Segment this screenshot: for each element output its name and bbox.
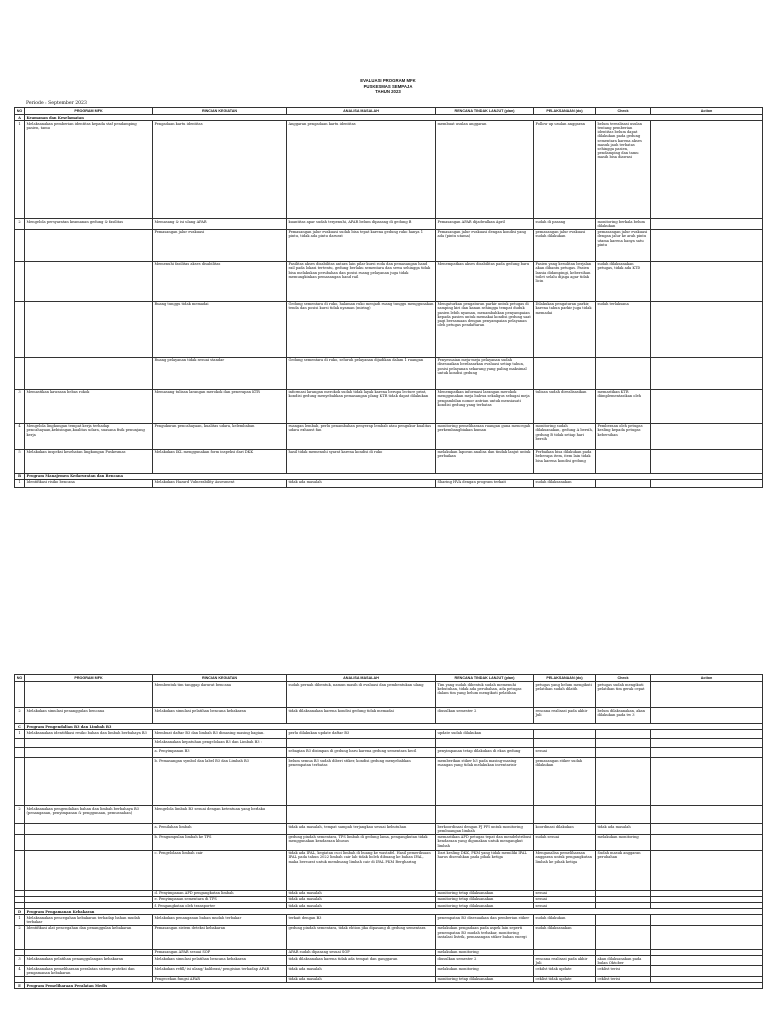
do-cell [534,357,596,389]
do-cell: sesuai [534,748,596,758]
program-cell: Mengelola lingkungan tempat kerja terhadap pencahayaan,kebisingan,kualitas udara, suasana fisik penunjang kerja [25,423,153,449]
page-gap [0,498,768,674]
analysis-cell: tidak dilaksanakan karena kondisi gedung tidak memadai [287,708,436,724]
check-cell: belum dilaksanakan, akan dilakukan pada tw 3 [596,708,651,724]
action-cell [651,389,763,423]
analysis-cell: Pemasangan jalur evakuasi sudah bisa tepat karena gedung ruko hanya 1 pintu, tidak ada pintu darurat [287,229,436,261]
program-cell: Melakukan simulasi penanggulan bencana [25,708,153,724]
table-row [15,739,763,748]
do-cell: sesuai [534,890,596,896]
table-row [15,682,763,708]
column-header: RINCIAN KEGIATAN [153,108,287,115]
plan-cell: melakukan laporan analisa dan tindak lanjut untuk perbaikan [436,449,534,473]
activity-cell: Membuat daftar B3 dan limbah B3 dimasing masing bagian. [153,730,287,739]
check-cell [596,806,651,824]
column-header: Check [596,675,651,682]
table-row [15,301,763,357]
analysis-cell: Anggaran pengadaan kartu identitas [287,121,436,219]
evaluation-table-page-1 [14,107,763,488]
analysis-cell: terkait dengan B3 [287,915,436,925]
action-cell [651,739,763,748]
do-cell: Pasien yang kesulitan berjalan akan dibantu petugas. Pasien lansia didampingi, kebersihan toilet selalu dijaga agar tidak licin [534,261,596,301]
row-number: 1 [15,121,25,219]
activity-cell: Melakukan simulasi pelatihan bencana kebakaran [153,708,287,724]
header-institution: PUSKESMAS SEMPAJA [363,83,413,89]
action-cell [651,708,763,724]
plan-cell: Dari kesling DKK, PKM yang tidak memiliki IPAL harus diserahkan pada pihak ketiga [436,850,534,890]
plan-cell: diusulkan semester 2 [436,956,534,966]
plan-cell: Pemasangan jalur evakuasi dengan kondisi yang ada (pintu utama) [436,229,534,261]
program-cell [25,739,153,748]
action-cell [651,758,763,806]
do-cell: Follow up usulan anggaran [534,121,596,219]
plan-cell: melakukan monitoring [436,949,534,955]
activity-cell: b. Pengumpulan limbah ke TPS [153,834,287,850]
row-number: 4 [15,423,25,449]
do-cell: pemasangan jalur evakuasi sudah dilakukan [534,229,596,261]
do-cell: sudah dilaksanakan [534,925,596,949]
action-cell [651,261,763,301]
check-cell: Sudah masuk anggaran perubahan [596,850,651,890]
do-cell [534,730,596,739]
program-cell: Melaksanakan identifikasi resiko bahan dan limbah berbahaya B3 [25,730,153,739]
action-cell [651,423,763,449]
action-cell [651,730,763,739]
action-cell [651,682,763,708]
analysis-cell: tidak ada IPAL, kegiatan cuci limbah di buang ke wastafel. Hasil pemeriksaan IPAL pada tahun 2022 limbah cair lab tidak boleh dibuang ke bahan IPAL, maka bersurat untuk membuang limbah cair di IPAL PKM Bergharing [287,850,436,890]
table-row [15,219,763,229]
row-number: 3 [15,956,25,966]
section-title: Keamanan dan Keselamatan [25,115,763,121]
row-number [15,824,25,834]
do-cell: ceklist tidak update [534,976,596,982]
row-number [15,357,25,389]
header-title: EVALUASI PROGRAM MFK [360,78,416,83]
check-cell: akan dilaksanakan pada bulan Oktober [596,956,651,966]
analysis-cell [287,806,436,824]
activity-cell: c. Pengelolaan limbah cair [153,850,287,890]
action-cell [651,449,763,473]
action-cell [651,966,763,976]
column-header: Action [651,675,763,682]
program-cell [25,748,153,758]
column-header: ANALISA MASALAH [287,675,436,682]
program-cell [25,357,153,389]
action-cell [651,850,763,890]
table-row [15,824,763,834]
row-number [15,748,25,758]
activity-cell: Pemasangan APAR sesuai SOP [153,949,287,955]
section-title: Program Pengamanan Kebakaran [25,909,763,915]
plan-cell: Tim yang sudah dibentuk sudah memenuhi kebutuhan, tidak ada perubahan, ada petugas dalam tim yang belum mengikuti pelatihan [436,682,534,708]
analysis-cell: Gedung sementara di ruko, halaman ruko menjadi ruang tunggu menggunakan tenda dan posisi kursi tidak nyaman (miring) [287,301,436,357]
analysis-cell: perlu dilakukan update daftar B3 [287,730,436,739]
table-row [15,966,763,976]
section-title: Program Manajemen Kedaruratan dan Bencana [25,473,763,479]
action-cell [651,956,763,966]
plan-cell: Penyesuaian meja-meja pelayanan sudah disesuaikan berdasarkan evaluasi setiap tahun, posisi pelayanan sekarang yang paling maksimal untuk kondisi gedung [436,357,534,389]
activity-cell: Membentuk tim tanggap darurat bencana [153,682,287,708]
row-number [15,682,25,708]
plan-cell: update sudah dilakukan [436,730,534,739]
row-number: 2 [15,806,25,824]
activity-cell: Ruang tunggu tidak memadai [153,301,287,357]
action-cell [651,219,763,229]
program-cell [25,824,153,834]
do-cell: rencana realisasi pada akhir Juli [534,956,596,966]
activity-cell: Pengukuran pencahayaan, kualitas udara, kelembaban [153,423,287,449]
table-row [15,449,763,473]
program-cell [25,301,153,357]
column-header: PELAKSANAAN (do) [534,675,596,682]
row-number [15,758,25,806]
document-header [14,78,762,95]
row-number: 2 [15,708,25,724]
do-cell: monitoring sudah dilaksanakan, gedung A bersih, gedung B tidak setiap hari bersih [534,423,596,449]
column-header: PROGRAM MFK [25,108,153,115]
section-letter: A [15,115,25,121]
check-cell [596,758,651,806]
check-cell: sudah dilaksanakan petugas, tidak ada KTD [596,261,651,301]
action-cell [651,834,763,850]
analysis-cell: tidak dilaksanakan karena tidak ada tempat dan ganggaran [287,956,436,966]
program-cell: Melakukan inspeksi kesehatan lingkungan Puskesmas [25,449,153,473]
check-cell [596,748,651,758]
activity-cell: Melakukan refill/ isi ulang/ kalibrasi/ pengisian terhadap APAR [153,966,287,976]
section-title: Program Pengendalian B3 dan Limbah B3 [25,724,763,730]
action-cell [651,357,763,389]
activity-cell: Mengelola limbah B3 sesuai dengan ketentuan yang berlaku [153,806,287,824]
row-number [15,301,25,357]
row-number [15,261,25,301]
program-cell: Melaksanakan pengendalian bahan dan limbah berbahaya B3 (penanganan, penyimpanan & penggunaan, pemusnahan) [25,806,153,824]
plan-cell: monitoring tetap dilaksanakan [436,890,534,896]
row-number [15,834,25,850]
check-cell [596,925,651,949]
action-cell [651,806,763,824]
section-row [15,983,763,989]
table-row [15,708,763,724]
do-cell [534,806,596,824]
table-header-row [15,675,763,682]
program-cell: Identifikasi risiko bencana [25,479,153,487]
row-number: 1 [15,730,25,739]
column-header: NO [15,108,25,115]
do-cell: Dilakukan pengaturan parkir, karena tahun parkir juga tidak memadai [534,301,596,357]
plan-cell [436,739,534,748]
activity-cell: Pengadaan kartu identitas [153,121,287,219]
row-number: 4 [15,966,25,976]
activity-cell: Pemasangan sistem deteksi kebakaran [153,925,287,949]
plan-cell: Sharing HVA dengan program terkait [436,479,534,487]
check-cell [596,739,651,748]
plan-cell: melakukan pengadaan pada aspek lain seperti penempatan B3 mudah terbakar, monitoring instalasi listrik, pemasangan stiker bahan energi [436,925,534,949]
row-number: 1 [15,915,25,925]
analysis-cell: tidak ada masalah [287,966,436,976]
period-label: Periode : September 2023 [26,101,87,106]
activity-cell: Memenuhi fasilitas akses disabilitas [153,261,287,301]
plan-cell: membuat usulan anggaran [436,121,534,219]
row-number: 3 [15,389,25,423]
activity-cell: b. Pemasangan symbol dan label B3 dan Limbah B3 [153,758,287,806]
section-title: Program Pemeliharaan Peralatan Medis [25,983,763,989]
program-cell: Identifikasi alat pencegahan dan penanggulan kebakaran [25,925,153,949]
check-cell: petugas sudah mengikuti pelatihan tim gerak cepat [596,682,651,708]
table-row [15,748,763,758]
table-row [15,479,763,487]
check-cell [596,479,651,487]
table-row [15,357,763,389]
table-row [15,229,763,261]
document-page-1 [14,0,762,498]
analysis-cell: informasi larangan merokok sudah tidak layak karena berupa lecture print, kondisi gedung menyebabkan pemasangan plang KTR tidak dapat dilakukan [287,389,436,423]
analysis-cell: ruangan lembab, perlu penambahan penyerap lembab atau pengukur kualitas udara exhaust fan [287,423,436,449]
action-cell [651,925,763,949]
activity-cell: Melaksanakan kepatuhan pengelolaan B3 dan Limbah B3 : [153,739,287,748]
check-cell [596,915,651,925]
activity-cell: d. Penyimpanan APD pengangkutan limbah [153,890,287,896]
do-cell: rencana realisasi pada akhir Juli [534,708,596,724]
analysis-cell: APAR sudah dipasang sesuai SOP [287,949,436,955]
evaluation-table-page-2 [14,674,763,989]
row-number: 2 [15,219,25,229]
column-header: PROGRAM MFK [25,675,153,682]
plan-cell: Menempatkan informasi larangan merokok menggunakan meja bahwa sekaligus sebagai meja pengambilan nomor antrian untuk mensiasati kondisi gedung yang terbatas [436,389,534,423]
do-cell: pemasangan stiker sudah dilakukan [534,758,596,806]
do-cell: tulisan sudah direalisasikan [534,389,596,423]
program-cell [25,261,153,301]
row-number: 2 [15,925,25,949]
action-cell [651,915,763,925]
action-cell [651,824,763,834]
do-cell [534,739,596,748]
plan-cell: monitoring tetap dilaksanakan [436,976,534,982]
do-cell: sudah di pasang [534,219,596,229]
table-row [15,261,763,301]
do-cell: Perbaikan bisa dilakukan pada beberapa item, item lain tidak bisa karena kondisi gedung [534,449,596,473]
do-cell: sesuai [534,903,596,909]
do-cell: sesuai [534,896,596,902]
activity-cell: Ruang pelayanan tidak sesuai standar [153,357,287,389]
analysis-cell: kuantitas apar sudah terpenuhi, APAR belum dipasang di gedung B [287,219,436,229]
header-year: TAHUN 2023 [375,89,401,95]
table-row [15,834,763,850]
plan-cell: monitoring pemeliharaan ruangan guna mencegah perkembangbiakan kuman [436,423,534,449]
action-cell [651,121,763,219]
check-cell: memastikan KTR diimplementasikan oleh [596,389,651,423]
action-cell [651,479,763,487]
table-row [15,925,763,949]
check-cell: melakukan monitoring [596,834,651,850]
analysis-cell: tidak ada masalah [287,976,436,982]
document-page-2 [14,674,762,1024]
plan-cell: diusulkan semester 2 [436,708,534,724]
plan-cell: Mengaturkan pengaturan parkir untuk petugas di samping kiri dan kanan sehingga tempat duduk pasien lebih nyaman, menambahkan penyampaian kepada pasien untuk memakai kondisi gedung saat pagi bersamaan dengan penyampaian pelayanan oleh petugas pendaftaran [436,301,534,357]
column-header: RINCIAN KEGIATAN [153,675,287,682]
analysis-cell: Fasilitas akses disabilitas antara lain pilar kursi roda dan pemasangan hand rail pada lokasi tertentu, gedung berlaku sementara dan sewa sehingga tidak bisa melakukan perubahan dan posisi ruang pelayanan juga tidak memungkinkan pemasangan hand rail [287,261,436,301]
row-number [15,739,25,748]
analysis-cell: Gedung sementara di ruko, seluruh pelayanan dijadikan dalam 1 ruangan [287,357,436,389]
action-cell [651,748,763,758]
section-letter: B [15,473,25,479]
column-header: ANALISA MASALAH [287,108,436,115]
table-row [15,850,763,890]
row-number [15,850,25,890]
check-cell: monitoring berkala belum dilakukan [596,219,651,229]
table-row [15,730,763,739]
activity-cell: a. Penyimpanan B3 [153,748,287,758]
check-cell: pemasangan jalur evakuasi dengan jalur ke arah pintu utama karena hanya satu pintu [596,229,651,261]
plan-cell [436,806,534,824]
program-cell [25,758,153,806]
program-cell [25,834,153,850]
do-cell: sudah dilaksanakan [534,479,596,487]
do-cell: Menganalisa pemeliharaan anggaran untuk pengangkutan limbah ke pihak ketiga [534,850,596,890]
analysis-cell [287,739,436,748]
section-letter: E [15,983,25,989]
table-row [15,956,763,966]
plan-cell: monitoring tetap dilaksanakan [436,896,534,902]
analysis-cell: belum semua B3 sudah diberi stiker, kondisi gedung menyebabkan penempatan terbatas [287,758,436,806]
activity-cell: Melakukan simulasi pelatihan bencana kebakaran [153,956,287,966]
table-row [15,423,763,449]
analysis-cell: tidak ada masalah [287,903,436,909]
section-letter: C [15,724,25,730]
column-header: RENCANA TINDAK LANJUT (plan) [436,675,534,682]
column-header: Check [596,108,651,115]
analysis-cell: gedung pindah sementara, tidak ehtion jika dipasang di gedung sementara [287,925,436,949]
program-cell: Mengelola persyaratan keamanan gedung & fasilitas [25,219,153,229]
table-row [15,121,763,219]
plan-cell: berkoordinasi dengan PJ PPI untuk monitoring pembuangan limbah [436,824,534,834]
table-header-row [15,108,763,115]
check-cell [596,449,651,473]
program-cell: Melaksanakan pencegahan kebakaran terhadap bahan mudah terbakar [25,915,153,925]
program-cell: Melaksanakan pemberian identitas kepada staf pendamping pasien, tamu [25,121,153,219]
analysis-cell: tidak ada masalah [287,479,436,487]
check-cell: belum terealisasi usulan tentang pemberian identitas belum dapat dilakukan pada gedung sementara karena akses masuk jauh terbatas sehingga pasien, pendamping dan tamu masih bisa diawasi [596,121,651,219]
activity-cell: Pengecekan fungsi APAR [153,976,287,982]
analysis-cell: sudah pernah dibentuk, namun masih di evaluasi dan pembentukan ulang [287,682,436,708]
check-cell: Pemberaan oleh petugas kesling kepada petugas kebersihan [596,423,651,449]
activity-cell: e. Penyimpanan sementara di TPS [153,896,287,902]
table-row [15,915,763,925]
analysis-cell: tidak ada masalah [287,890,436,896]
activity-cell: Memasang tulisan larangan merokok dan penerapan KTR [153,389,287,423]
do-cell: sudah sesuai [534,834,596,850]
plan-cell: penyimpanan tetap dilakukan di ekas gedung [436,748,534,758]
program-cell: Memastikan kawasan bebas rokok [25,389,153,423]
plan-cell: monitoring tetap dilaksanakan [436,903,534,909]
column-header: PELAKSANAAN (do) [534,108,596,115]
row-number: 5 [15,449,25,473]
activity-cell: a. Pemilahan limbah [153,824,287,834]
plan-cell: memberikan stiker b3 pada masing-masing ruangan yang tidak melakukan inventarisir [436,758,534,806]
check-cell: tidak ada masalah [596,824,651,834]
action-cell [651,229,763,261]
activity-cell: Melakukan Hazard Vulnerability Assesment [153,479,287,487]
check-cell: sudah terlaksana [596,301,651,357]
do-cell: koordinasi dilakukan [534,824,596,834]
activity-cell: Memasang & isi ulang APAR [153,219,287,229]
analysis-cell: tidak ada masalah, tempat sampah terjangkau sesuai kebutuhan [287,824,436,834]
activity-cell: f. Pengangkutan oleh transporter [153,903,287,909]
check-cell [596,357,651,389]
row-number [15,229,25,261]
program-cell [25,229,153,261]
analysis-cell: sebagian B3 disimpan di gedung baru karena gedung sementara kecil [287,748,436,758]
plan-cell: Pemasangan APAR dijadwalkan April [436,219,534,229]
activity-cell: Melakukan IKL menggunakan form inspeksi dari DKK [153,449,287,473]
activity-cell: Melakukan penanganan bahan mudah terbakar [153,915,287,925]
check-cell [596,730,651,739]
action-cell [651,301,763,357]
activity-cell: Pemasangan jalur evakuasi [153,229,287,261]
plan-cell: penempatan B3 disesuaikan dan pemberian stiker [436,915,534,925]
do-cell: sudah dilakukan [534,915,596,925]
plan-cell: memastikan APD petugas tepat dan mendelstribusi kendaraan yang digunakan untuk mengangkut limbah [436,834,534,850]
column-header: RENCANA TINDAK LANJUT (plan) [436,108,534,115]
program-cell [25,682,153,708]
analysis-cell: gedung pindah sementara, TPS limbah di gedung lama, pengangkutan tidak menggunakan kendaraan khusus [287,834,436,850]
program-cell [25,850,153,890]
column-header: NO [15,675,25,682]
table-row [15,758,763,806]
program-cell: Melaksanakan pemeliharaan peralatan sistem proteksi dan pengamanan kebakaran [25,966,153,976]
check-cell: ceklist terisi [596,966,651,976]
analysis-cell: hasil tidak memenuhi syarat karena kondisi di ruko [287,449,436,473]
analysis-cell: tidak ada masalah [287,896,436,902]
program-cell: Melaksanakan pelatihan penanggulangan kebakaran [25,956,153,966]
do-cell: cekilst tidak update [534,966,596,976]
plan-cell: Menempatkan akses disabilitas pada gedung baru [436,261,534,301]
column-header: Action [651,108,763,115]
do-cell: petugas yang belum mengikuti pelatihan sudah dilatih [534,682,596,708]
section-letter: D [15,909,25,915]
plan-cell: melakukan monitoring [436,966,534,976]
table-row [15,806,763,824]
table-row [15,389,763,423]
row-number: 1 [15,479,25,487]
check-cell: ceklist terisi [596,976,651,982]
